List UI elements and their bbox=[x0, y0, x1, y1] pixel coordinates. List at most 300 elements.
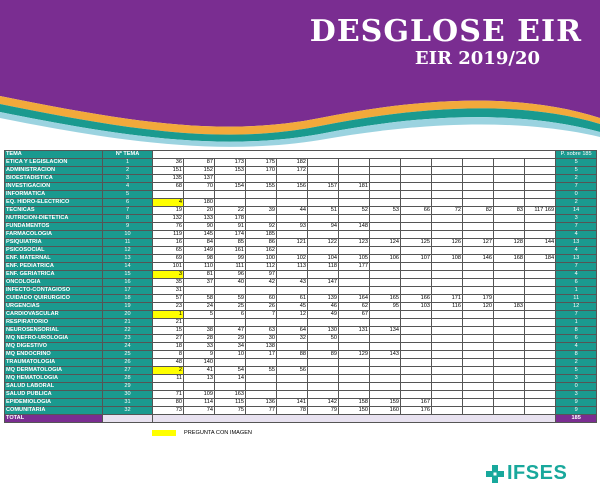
row-question-cell: 164 bbox=[339, 295, 370, 303]
row-question-cell: 168 bbox=[494, 255, 525, 263]
row-question-cell: 26 bbox=[246, 303, 277, 311]
row-question-cell: 38 bbox=[184, 327, 215, 335]
row-question-cell bbox=[215, 383, 246, 391]
row-question-cell: 173 bbox=[215, 159, 246, 167]
row-question-cell: 133 bbox=[184, 215, 215, 223]
page-title: DESGLOSE EIR bbox=[309, 14, 582, 49]
row-question-cell: 123 bbox=[339, 239, 370, 247]
row-question-cell bbox=[432, 407, 463, 415]
row-question-cell bbox=[525, 191, 556, 199]
row-question-cell bbox=[494, 407, 525, 415]
row-question-cell: 126 bbox=[432, 239, 463, 247]
row-question-cell bbox=[246, 175, 277, 183]
table-row bbox=[5, 183, 597, 191]
row-num: 1 bbox=[103, 159, 153, 167]
table-row bbox=[5, 255, 597, 263]
row-question-cell bbox=[525, 279, 556, 287]
row-question-cell: 24 bbox=[184, 303, 215, 311]
row-question-cell bbox=[525, 167, 556, 175]
row-question-cell: 120 bbox=[463, 303, 494, 311]
row-question-cell bbox=[463, 319, 494, 327]
row-question-cell: 23 bbox=[153, 303, 184, 311]
row-pct: 6 bbox=[556, 335, 597, 343]
row-question-cell: 35 bbox=[153, 279, 184, 287]
row-question-cell bbox=[401, 199, 432, 207]
row-num: 19 bbox=[103, 303, 153, 311]
row-question-cell: 87 bbox=[184, 159, 215, 167]
row-question-cell: 77 bbox=[246, 407, 277, 415]
row-question-cell: 93 bbox=[277, 223, 308, 231]
row-tema: PSIQUIATRÍA bbox=[5, 239, 103, 247]
row-question-cell bbox=[308, 215, 339, 223]
row-question-cell: 102 bbox=[277, 255, 308, 263]
row-question-cell bbox=[525, 231, 556, 239]
header-pct: P. sobre 185 bbox=[556, 151, 597, 159]
row-question-cell bbox=[463, 287, 494, 295]
row-question-cell: 176 bbox=[401, 407, 432, 415]
header-num: Nº TEMA bbox=[103, 151, 153, 159]
row-num: 13 bbox=[103, 255, 153, 263]
row-question-cell: 17 bbox=[246, 351, 277, 359]
row-question-cell bbox=[370, 223, 401, 231]
row-question-cell bbox=[432, 183, 463, 191]
row-question-cell bbox=[463, 247, 494, 255]
row-question-cell bbox=[525, 215, 556, 223]
row-question-cell: 94 bbox=[308, 223, 339, 231]
row-question-cell bbox=[370, 359, 401, 367]
row-question-cell: 141 bbox=[277, 399, 308, 407]
row-question-cell bbox=[339, 231, 370, 239]
row-tema: CUIDADO QUIRÚRGICO bbox=[5, 295, 103, 303]
row-question-cell bbox=[339, 199, 370, 207]
row-question-cell: 185 bbox=[246, 231, 277, 239]
row-question-cell bbox=[277, 191, 308, 199]
row-question-cell: 72 bbox=[432, 207, 463, 215]
row-question-cell: 30 bbox=[246, 335, 277, 343]
row-question-cell: 6 bbox=[215, 311, 246, 319]
row-question-cell bbox=[308, 247, 339, 255]
row-pct: 2 bbox=[556, 199, 597, 207]
row-question-cell: 1 bbox=[153, 311, 184, 319]
row-pct: 2 bbox=[556, 359, 597, 367]
row-question-cell bbox=[153, 383, 184, 391]
total-blank bbox=[103, 415, 153, 423]
row-num: 11 bbox=[103, 239, 153, 247]
row-num: 31 bbox=[103, 399, 153, 407]
row-question-cell bbox=[401, 271, 432, 279]
row-question-cell: 132 bbox=[153, 215, 184, 223]
table-row bbox=[5, 295, 597, 303]
table-row bbox=[5, 271, 597, 279]
row-tema: TÉCNICAS bbox=[5, 207, 103, 215]
row-question-cell bbox=[463, 351, 494, 359]
row-question-cell bbox=[463, 311, 494, 319]
row-question-cell bbox=[463, 367, 494, 375]
row-question-cell: 92 bbox=[246, 223, 277, 231]
row-question-cell bbox=[184, 191, 215, 199]
row-question-cell: 83 bbox=[494, 207, 525, 215]
row-question-cell: 101 bbox=[153, 263, 184, 271]
row-question-cell: 162 bbox=[246, 247, 277, 255]
row-question-cell: 157 bbox=[308, 183, 339, 191]
row-question-cell: 161 bbox=[215, 247, 246, 255]
row-tema: FARMACOLOGÍA bbox=[5, 231, 103, 239]
row-question-cell bbox=[401, 351, 432, 359]
row-question-cell bbox=[370, 335, 401, 343]
row-question-cell bbox=[494, 295, 525, 303]
row-question-cell bbox=[308, 159, 339, 167]
row-pct: 8 bbox=[556, 327, 597, 335]
table-row bbox=[5, 383, 597, 391]
row-question-cell bbox=[463, 167, 494, 175]
row-question-cell bbox=[494, 199, 525, 207]
row-question-cell bbox=[463, 175, 494, 183]
row-question-cell: 43 bbox=[277, 279, 308, 287]
row-question-cell: 151 bbox=[153, 167, 184, 175]
row-question-cell: 66 bbox=[401, 207, 432, 215]
row-question-cell bbox=[339, 271, 370, 279]
row-question-cell bbox=[277, 175, 308, 183]
row-question-cell bbox=[401, 359, 432, 367]
table-row bbox=[5, 263, 597, 271]
row-num: 15 bbox=[103, 271, 153, 279]
row-question-cell: 119 bbox=[153, 231, 184, 239]
row-question-cell bbox=[494, 167, 525, 175]
row-question-cell: 3 bbox=[153, 271, 184, 279]
row-question-cell bbox=[339, 343, 370, 351]
row-question-cell: 111 bbox=[215, 263, 246, 271]
row-question-cell: 44 bbox=[277, 207, 308, 215]
row-question-cell bbox=[308, 319, 339, 327]
row-question-cell bbox=[432, 335, 463, 343]
row-question-cell: 27 bbox=[153, 335, 184, 343]
row-question-cell bbox=[339, 335, 370, 343]
row-question-cell: 59 bbox=[215, 295, 246, 303]
table-header-row bbox=[5, 151, 597, 159]
row-question-cell: 42 bbox=[246, 279, 277, 287]
row-question-cell: 22 bbox=[215, 207, 246, 215]
row-question-cell bbox=[525, 287, 556, 295]
table-row bbox=[5, 391, 597, 399]
row-question-cell bbox=[246, 391, 277, 399]
row-question-cell bbox=[308, 375, 339, 383]
row-question-cell bbox=[525, 303, 556, 311]
row-question-cell: 166 bbox=[401, 295, 432, 303]
row-question-cell bbox=[463, 191, 494, 199]
row-question-cell bbox=[339, 287, 370, 295]
row-question-cell: 21 bbox=[153, 319, 184, 327]
row-question-cell: 74 bbox=[184, 407, 215, 415]
row-question-cell bbox=[494, 231, 525, 239]
row-question-cell bbox=[463, 215, 494, 223]
row-tema: NUTRICIÓN-DIETÉTICA bbox=[5, 215, 103, 223]
row-question-cell: 125 bbox=[401, 239, 432, 247]
row-question-cell bbox=[308, 271, 339, 279]
row-pct: 1 bbox=[556, 319, 597, 327]
row-question-cell bbox=[494, 367, 525, 375]
row-question-cell bbox=[463, 399, 494, 407]
row-question-cell: 184 bbox=[525, 255, 556, 263]
table-row bbox=[5, 223, 597, 231]
row-question-cell: 31 bbox=[153, 287, 184, 295]
row-question-cell bbox=[401, 343, 432, 351]
row-question-cell: 105 bbox=[339, 255, 370, 263]
row-question-cell: 110 bbox=[184, 263, 215, 271]
row-question-cell: 174 bbox=[215, 231, 246, 239]
legend bbox=[152, 430, 252, 436]
table-row bbox=[5, 303, 597, 311]
row-question-cell bbox=[246, 215, 277, 223]
row-question-cell: 138 bbox=[246, 343, 277, 351]
row-question-cell bbox=[463, 327, 494, 335]
row-num: 7 bbox=[103, 207, 153, 215]
row-question-cell bbox=[370, 263, 401, 271]
row-question-cell: 55 bbox=[246, 367, 277, 375]
ifses-logo bbox=[486, 462, 567, 485]
row-question-cell bbox=[432, 199, 463, 207]
row-question-cell: 118 bbox=[308, 263, 339, 271]
total-label: TOTAL bbox=[5, 415, 103, 423]
row-question-cell: 144 bbox=[525, 239, 556, 247]
row-question-cell: 29 bbox=[215, 335, 246, 343]
row-question-cell: 60 bbox=[246, 295, 277, 303]
row-question-cell bbox=[432, 159, 463, 167]
row-question-cell: 9 bbox=[184, 351, 215, 359]
row-question-cell bbox=[463, 231, 494, 239]
row-question-cell: 163 bbox=[215, 391, 246, 399]
row-num: 25 bbox=[103, 351, 153, 359]
row-question-cell bbox=[463, 223, 494, 231]
row-question-cell bbox=[525, 327, 556, 335]
row-question-cell bbox=[401, 375, 432, 383]
row-question-cell bbox=[525, 319, 556, 327]
row-num: 10 bbox=[103, 231, 153, 239]
row-pct: 4 bbox=[556, 271, 597, 279]
row-question-cell: 112 bbox=[246, 263, 277, 271]
row-question-cell bbox=[277, 247, 308, 255]
row-question-cell bbox=[277, 231, 308, 239]
row-question-cell bbox=[525, 359, 556, 367]
row-question-cell: 114 bbox=[184, 399, 215, 407]
row-question-cell bbox=[308, 231, 339, 239]
row-question-cell: 140 bbox=[184, 359, 215, 367]
row-tema: MQ ENDOCRINO bbox=[5, 351, 103, 359]
row-question-cell: 156 bbox=[277, 183, 308, 191]
row-question-cell: 86 bbox=[246, 239, 277, 247]
row-question-cell: 45 bbox=[277, 303, 308, 311]
row-question-cell bbox=[494, 263, 525, 271]
row-question-cell bbox=[525, 183, 556, 191]
row-question-cell: 129 bbox=[339, 351, 370, 359]
row-question-cell bbox=[525, 383, 556, 391]
row-question-cell bbox=[525, 391, 556, 399]
row-question-cell bbox=[370, 175, 401, 183]
row-question-cell: 158 bbox=[339, 399, 370, 407]
row-tema: ENF. PEDIÁTRICA bbox=[5, 263, 103, 271]
row-question-cell bbox=[463, 159, 494, 167]
row-question-cell: 167 bbox=[401, 399, 432, 407]
row-question-cell bbox=[339, 159, 370, 167]
row-num: 21 bbox=[103, 319, 153, 327]
table-row bbox=[5, 175, 597, 183]
row-num: 6 bbox=[103, 199, 153, 207]
row-question-cell bbox=[494, 215, 525, 223]
row-tema: ENF. MATERNAL bbox=[5, 255, 103, 263]
row-tema: RESPIRATORIO bbox=[5, 319, 103, 327]
row-question-cell: 152 bbox=[184, 167, 215, 175]
row-question-cell bbox=[432, 343, 463, 351]
row-question-cell bbox=[432, 191, 463, 199]
row-question-cell: 39 bbox=[246, 207, 277, 215]
row-question-cell: 19 bbox=[153, 207, 184, 215]
row-question-cell: 65 bbox=[153, 247, 184, 255]
row-question-cell bbox=[401, 215, 432, 223]
row-tema: EPIDEMIOLOGÍA bbox=[5, 399, 103, 407]
row-question-cell bbox=[370, 167, 401, 175]
row-question-cell: 28 bbox=[184, 335, 215, 343]
row-tema: MQ DIGESTIVO bbox=[5, 343, 103, 351]
row-question-cell: 52 bbox=[339, 207, 370, 215]
row-pct: 0 bbox=[556, 383, 597, 391]
row-pct: 5 bbox=[556, 367, 597, 375]
row-tema: BIOESTADÍSTICA bbox=[5, 175, 103, 183]
row-question-cell bbox=[494, 183, 525, 191]
row-question-cell bbox=[432, 279, 463, 287]
row-tema: INFECTO-CONTAGIOSO bbox=[5, 287, 103, 295]
row-pct: 3 bbox=[556, 391, 597, 399]
row-question-cell bbox=[277, 199, 308, 207]
row-question-cell: 97 bbox=[246, 271, 277, 279]
row-question-cell bbox=[525, 199, 556, 207]
row-question-cell: 20 bbox=[184, 207, 215, 215]
row-num: 9 bbox=[103, 223, 153, 231]
row-question-cell: 47 bbox=[215, 327, 246, 335]
row-question-cell bbox=[246, 359, 277, 367]
row-question-cell bbox=[494, 279, 525, 287]
row-question-cell bbox=[432, 367, 463, 375]
row-question-cell bbox=[370, 231, 401, 239]
row-question-cell: 80 bbox=[153, 399, 184, 407]
row-question-cell: 37 bbox=[184, 279, 215, 287]
row-question-cell: 99 bbox=[215, 255, 246, 263]
row-question-cell: 107 bbox=[401, 255, 432, 263]
row-tema: ÉTICA Y LEGISLACIÓN bbox=[5, 159, 103, 167]
row-question-cell: 153 bbox=[215, 167, 246, 175]
row-pct: 13 bbox=[556, 239, 597, 247]
row-question-cell bbox=[370, 383, 401, 391]
row-question-cell: 130 bbox=[308, 327, 339, 335]
row-tema: SALUD LABORAL bbox=[5, 383, 103, 391]
table-row bbox=[5, 279, 597, 287]
row-question-cell bbox=[308, 359, 339, 367]
table-row bbox=[5, 375, 597, 383]
row-num: 23 bbox=[103, 335, 153, 343]
row-question-cell bbox=[401, 167, 432, 175]
row-question-cell: 84 bbox=[184, 239, 215, 247]
row-num: 32 bbox=[103, 407, 153, 415]
row-question-cell: 16 bbox=[153, 239, 184, 247]
table-row bbox=[5, 359, 597, 367]
topics-table bbox=[4, 150, 597, 423]
row-question-cell bbox=[184, 319, 215, 327]
header-tema: TEMA bbox=[5, 151, 103, 159]
row-pct: 14 bbox=[556, 207, 597, 215]
row-tema: ONCOLOGÍA bbox=[5, 279, 103, 287]
row-num: 12 bbox=[103, 247, 153, 255]
legend-label: PREGUNTA CON IMAGEN bbox=[184, 430, 252, 436]
row-question-cell bbox=[246, 319, 277, 327]
page-subtitle: EIR 2019/20 bbox=[414, 48, 540, 69]
row-question-cell: 109 bbox=[184, 391, 215, 399]
row-pct: 6 bbox=[556, 279, 597, 287]
row-question-cell bbox=[370, 367, 401, 375]
row-question-cell: 122 bbox=[308, 239, 339, 247]
row-tema: ENF. GERIÁTRICA bbox=[5, 271, 103, 279]
row-question-cell bbox=[525, 263, 556, 271]
row-question-cell bbox=[401, 223, 432, 231]
row-question-cell bbox=[308, 367, 339, 375]
row-question-cell bbox=[494, 287, 525, 295]
row-question-cell bbox=[432, 271, 463, 279]
row-question-cell bbox=[525, 175, 556, 183]
row-question-cell bbox=[308, 383, 339, 391]
row-question-cell bbox=[432, 287, 463, 295]
row-question-cell: 131 bbox=[339, 327, 370, 335]
row-question-cell bbox=[463, 343, 494, 351]
table-row bbox=[5, 159, 597, 167]
row-question-cell bbox=[432, 327, 463, 335]
row-question-cell bbox=[525, 311, 556, 319]
row-question-cell: 90 bbox=[184, 223, 215, 231]
row-question-cell bbox=[463, 183, 494, 191]
row-question-cell bbox=[401, 175, 432, 183]
row-pct: 12 bbox=[556, 303, 597, 311]
row-question-cell bbox=[308, 167, 339, 175]
row-question-cell: 146 bbox=[463, 255, 494, 263]
row-question-cell: 128 bbox=[494, 239, 525, 247]
table-row bbox=[5, 167, 597, 175]
row-question-cell bbox=[277, 375, 308, 383]
row-question-cell bbox=[494, 319, 525, 327]
row-question-cell: 117 169 bbox=[525, 207, 556, 215]
table-row bbox=[5, 311, 597, 319]
row-question-cell: 53 bbox=[370, 207, 401, 215]
table-row bbox=[5, 207, 597, 215]
row-question-cell: 116 bbox=[432, 303, 463, 311]
row-question-cell bbox=[277, 391, 308, 399]
row-question-cell bbox=[494, 343, 525, 351]
table-row bbox=[5, 239, 597, 247]
row-question-cell bbox=[432, 351, 463, 359]
row-question-cell bbox=[401, 311, 432, 319]
row-question-cell: 46 bbox=[308, 303, 339, 311]
total-row bbox=[5, 415, 597, 423]
row-question-cell: 98 bbox=[184, 255, 215, 263]
row-question-cell bbox=[339, 215, 370, 223]
row-num: 26 bbox=[103, 359, 153, 367]
row-question-cell: 49 bbox=[308, 311, 339, 319]
row-question-cell bbox=[370, 191, 401, 199]
row-question-cell bbox=[401, 383, 432, 391]
row-question-cell bbox=[308, 199, 339, 207]
row-question-cell bbox=[277, 271, 308, 279]
row-pct: 7 bbox=[556, 311, 597, 319]
row-question-cell: 68 bbox=[153, 183, 184, 191]
row-question-cell: 179 bbox=[463, 295, 494, 303]
total-value: 185 bbox=[556, 415, 597, 423]
row-question-cell bbox=[215, 319, 246, 327]
row-question-cell bbox=[401, 287, 432, 295]
